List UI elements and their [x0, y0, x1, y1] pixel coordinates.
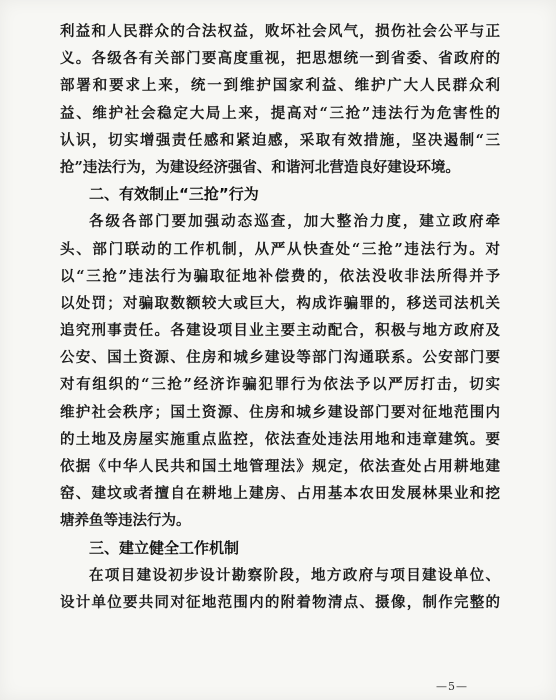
text-line: 在项目建设初步设计勘察阶段，地方政府与项目建设单位、 — [89, 566, 500, 584]
text-line: 维护社会秩序；国土资源、住房和城乡建设部门要对征地范围内 — [60, 403, 500, 421]
document-body — [60, 18, 500, 616]
text-line: 抢”违法行为，为建设经济强省、和谐河北营造良好建设环境。 — [60, 158, 460, 176]
text-line: 以处罚；对骗取数额较大或巨大，构成诈骗罪的，移送司法机关 — [60, 294, 500, 312]
text-line: 认识，切实增强责任感和紧迫感，采取有效措施，坚决遏制“三 — [60, 131, 500, 149]
text-line: 塘养鱼等违法行为。 — [60, 512, 191, 530]
text-line: 部署和要求上来，统一到维护国家利益、维护广大人民群众利 — [60, 77, 500, 95]
text-line: 义。各级各有关部门要高度重视，把思想统一到省委、省政府的 — [60, 50, 500, 68]
section-heading-3: 三、建立健全工作机制 — [89, 538, 240, 557]
text-line: 利益和人民群众的合法权益，败坏社会风气，损伤社会公平与正 — [60, 23, 500, 40]
text-line: 依据《中华人民共和国土地管理法》规定，依法查处占用耕地建 — [60, 458, 500, 475]
text-line: 以“三抢”违法行为骗取征地补偿费的，依法没收非法所得并予 — [60, 267, 500, 285]
text-line: 对有组织的“三抢”经济诈骗犯罪行为依法予以严厉打击，切实 — [60, 376, 500, 394]
text-line: 的土地及房屋实施重点监控，依法查处违法用地和违章建筑。要 — [60, 430, 500, 448]
text-line: 各级各部门要加强动态巡查，加大整治力度，建立政府牵 — [89, 213, 500, 231]
text-line: 设计单位要共同对征地范围内的附着物清点、摄像，制作完整的 — [60, 593, 500, 611]
text-line: 窑、建坟或者擅自在耕地上建房、占用基本农田发展林果业和挖 — [60, 485, 500, 503]
text-line: 公安、国土资源、住房和城乡建设等部门沟通联系。公安部门要 — [60, 349, 500, 367]
page-number: —5— — [436, 680, 468, 693]
text-line: 头、部门联动的工作机制，从严从快查处“三抢”违法行为。对 — [60, 240, 500, 258]
text-line: 益、维护社会稳定大局上来，提高对“三抢”违法行为危害性的 — [60, 104, 500, 122]
text-line: 追究刑事责任。各建设项目业主要主动配合，积极与地方政府及 — [60, 322, 500, 340]
section-heading-2: 二、有效制止“三抢”行为 — [89, 185, 259, 204]
